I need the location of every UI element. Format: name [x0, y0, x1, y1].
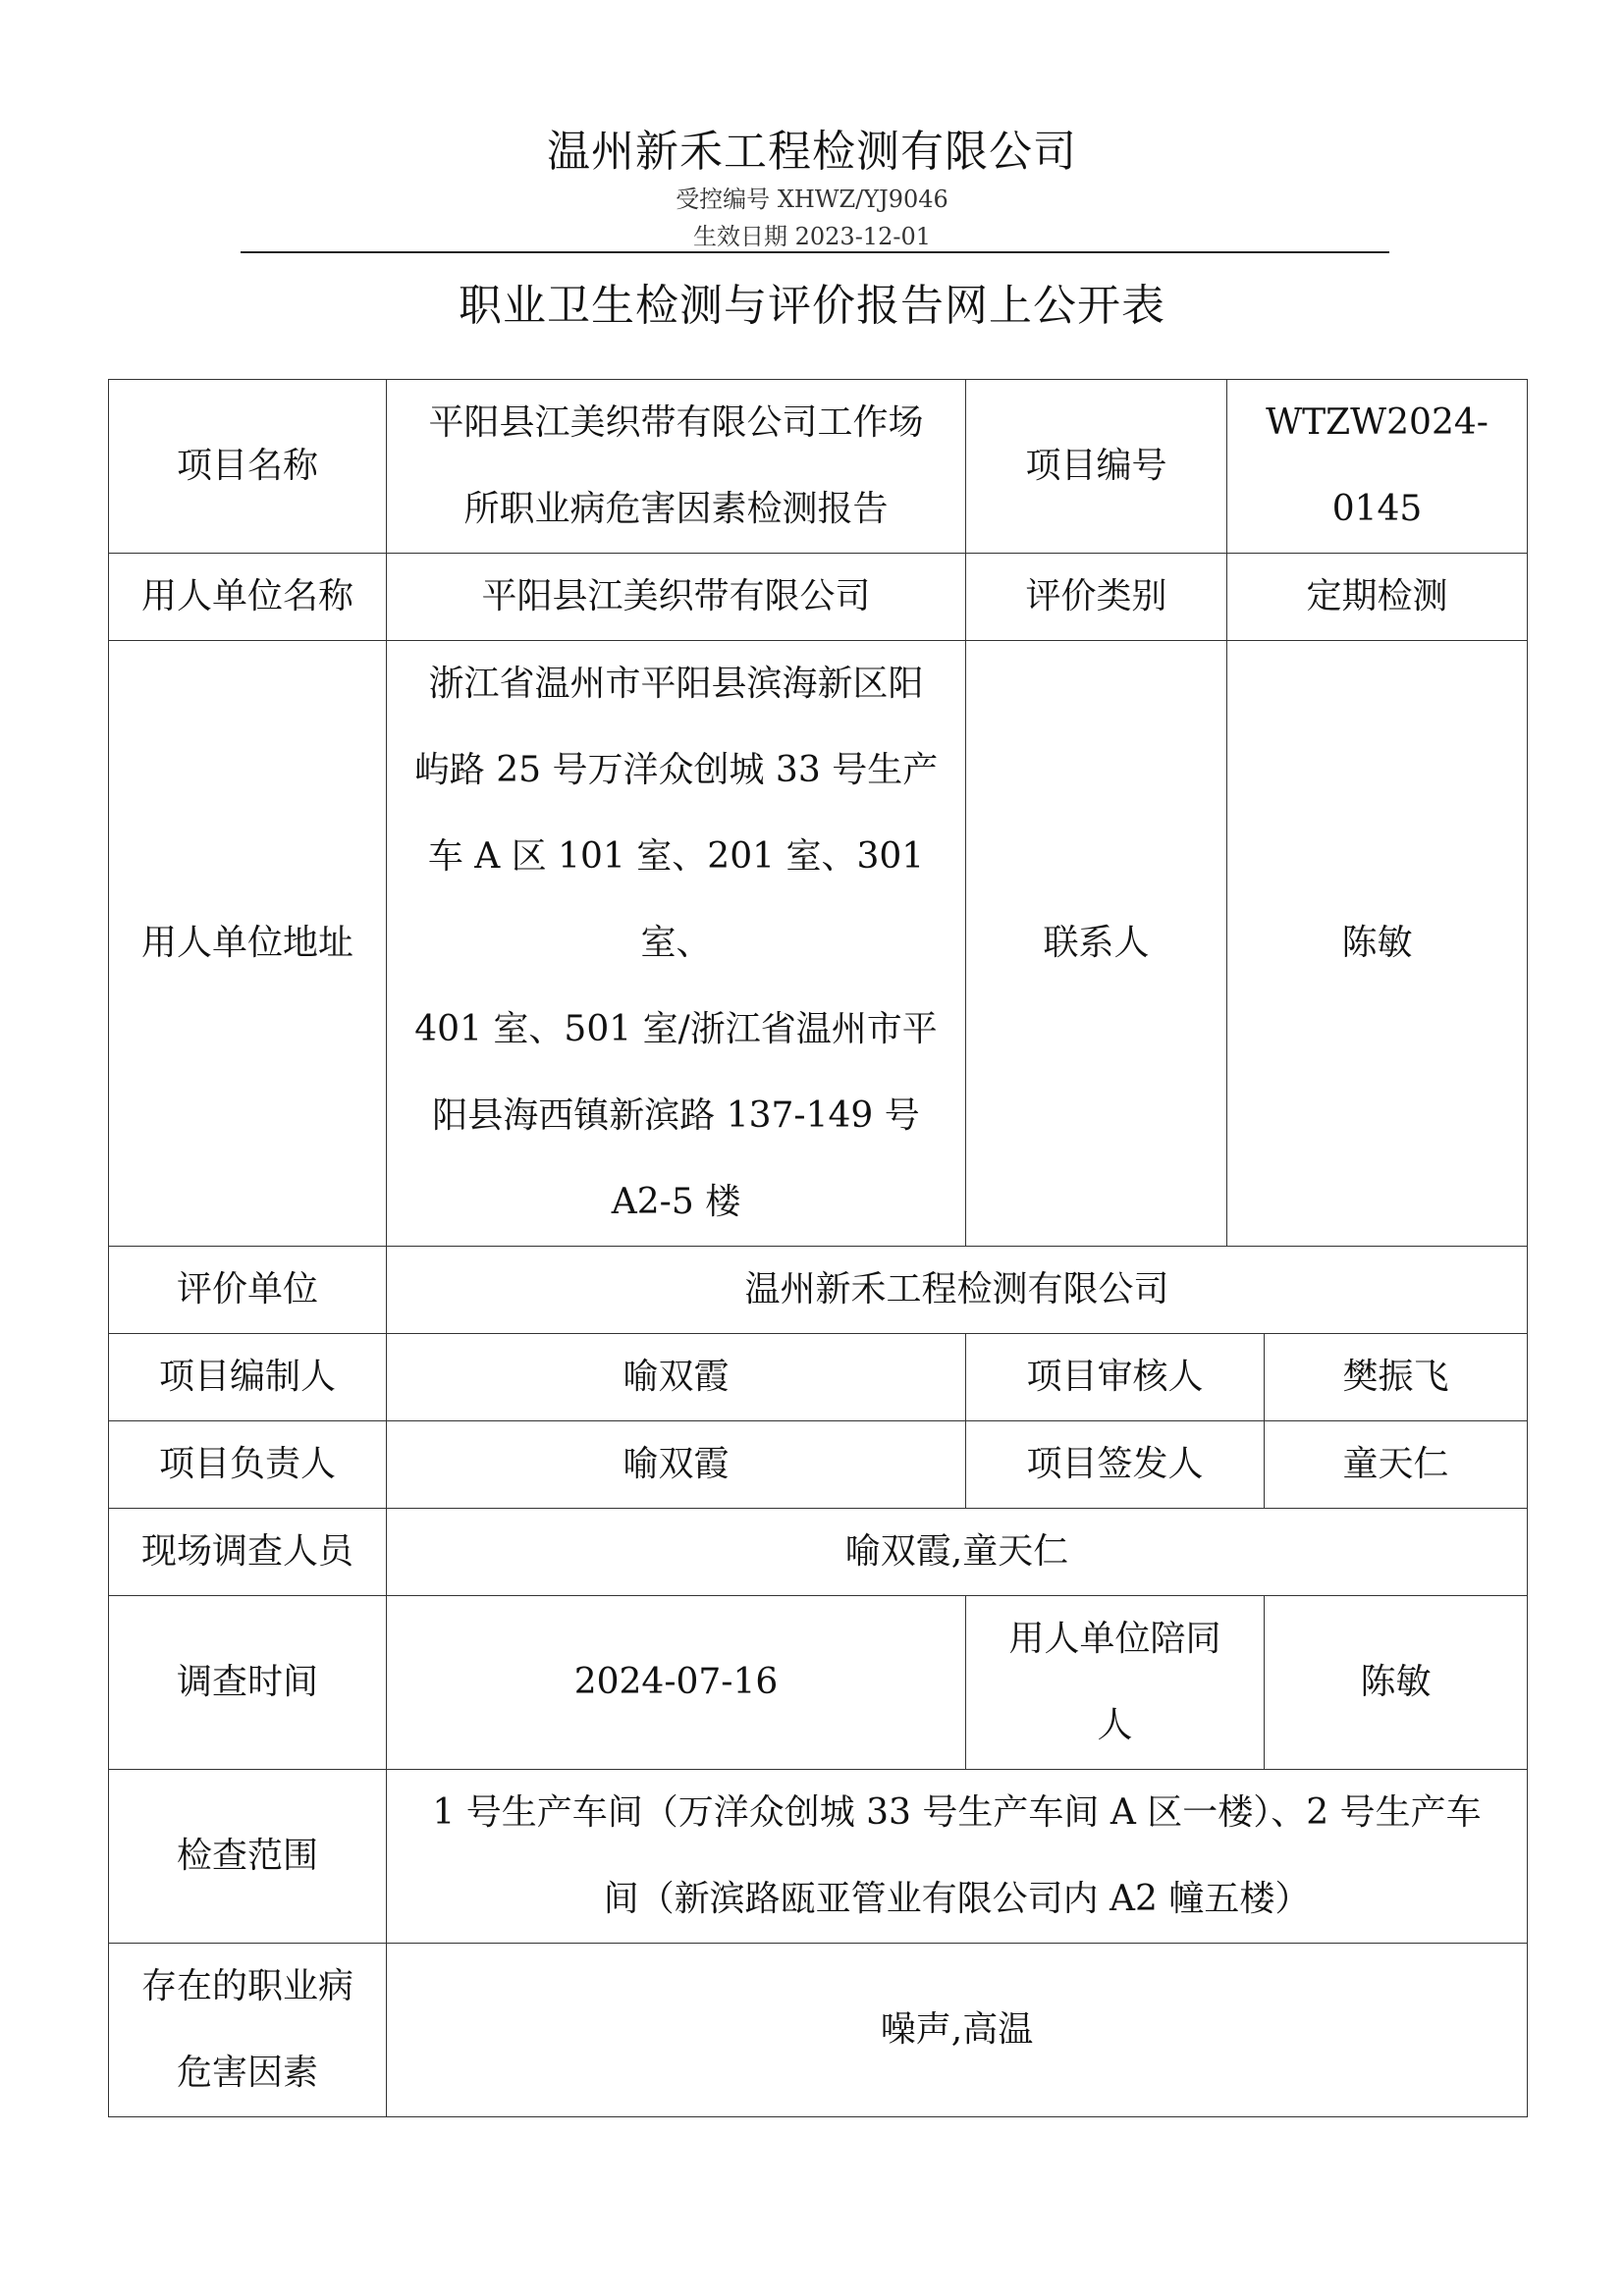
escort-value: 陈敏 — [1265, 1596, 1528, 1770]
compiler-value: 喻双霞 — [387, 1334, 966, 1421]
eval-type-label: 评价类别 — [966, 554, 1227, 641]
hazards-value: 噪声,高温 — [387, 1944, 1528, 2117]
contact-value: 陈敏 — [1227, 641, 1528, 1247]
project-name-line: 平阳县江美织带有限公司工作场 — [428, 402, 924, 443]
hazards-label-line: 危害因素 — [176, 2053, 318, 2093]
contact-label: 联系人 — [966, 641, 1227, 1247]
employer-name-label: 用人单位名称 — [109, 554, 387, 641]
surveyors-value: 喻双霞,童天仁 — [387, 1509, 1528, 1596]
header-divider — [241, 251, 1389, 253]
row-scope — [109, 1770, 1528, 1944]
eval-unit-label: 评价单位 — [109, 1247, 387, 1334]
row-leader — [109, 1421, 1528, 1509]
row-employer-name — [109, 554, 1528, 641]
disclosure-table — [108, 379, 1528, 2117]
row-employer-address — [109, 641, 1528, 1247]
leader-value: 喻双霞 — [387, 1421, 966, 1509]
escort-label — [966, 1596, 1265, 1770]
row-project-name — [109, 380, 1528, 554]
employer-address-label: 用人单位地址 — [109, 641, 387, 1247]
project-name-value — [387, 380, 966, 554]
scope-line: 间（新滨路瓯亚管业有限公司内 A2 幢五楼） — [603, 1879, 1311, 1919]
hazards-label — [109, 1944, 387, 2117]
reviewer-value: 樊振飞 — [1265, 1334, 1528, 1421]
address-line: 车 A 区 101 室、201 室、301 室、 — [427, 836, 925, 963]
scope-line: 1 号生产车间（万洋众创城 33 号生产车间 A 区一楼）、2 号生产车 — [432, 1792, 1482, 1833]
effective-date: 生效日期 2023-12-01 — [692, 223, 931, 250]
control-number: 受控编号 XHWZ/YJ9046 — [676, 186, 948, 213]
compiler-label: 项目编制人 — [109, 1334, 387, 1421]
company-name: 温州新禾工程检测有限公司 — [547, 127, 1077, 177]
project-no-label: 项目编号 — [966, 380, 1227, 554]
address-line: 401 室、501 室/浙江省温州市平 — [414, 1009, 938, 1049]
survey-time-label: 调查时间 — [109, 1596, 387, 1770]
project-name-label: 项目名称 — [109, 380, 387, 554]
reviewer-label: 项目审核人 — [966, 1334, 1265, 1421]
escort-label-line: 人 — [1097, 1705, 1133, 1745]
document-title: 职业卫生检测与评价报告网上公开表 — [459, 281, 1165, 331]
issuer-value: 童天仁 — [1265, 1421, 1528, 1509]
eval-unit-value: 温州新禾工程检测有限公司 — [387, 1247, 1528, 1334]
escort-label-line: 用人单位陪同 — [1008, 1619, 1221, 1659]
eval-type-value: 定期检测 — [1227, 554, 1528, 641]
employer-address-value — [387, 641, 966, 1247]
hazards-label-line: 存在的职业病 — [140, 1966, 353, 2006]
surveyors-label: 现场调查人员 — [109, 1509, 387, 1596]
row-compiler — [109, 1334, 1528, 1421]
scope-label: 检查范围 — [109, 1770, 387, 1944]
project-no-value: WTZW2024-0145 — [1227, 380, 1528, 554]
address-line: A2-5 楼 — [611, 1182, 741, 1222]
leader-label: 项目负责人 — [109, 1421, 387, 1509]
survey-time-value: 2024-07-16 — [387, 1596, 966, 1770]
scope-value — [387, 1770, 1528, 1944]
address-line: 屿路 25 号万洋众创城 33 号生产 — [413, 750, 939, 790]
project-name-line: 所职业病危害因素检测报告 — [463, 489, 889, 529]
address-line: 阳县海西镇新滨路 137-149 号 — [432, 1095, 920, 1136]
issuer-label: 项目签发人 — [966, 1421, 1265, 1509]
row-hazards — [109, 1944, 1528, 2117]
row-surveyors — [109, 1509, 1528, 1596]
row-survey-time — [109, 1596, 1528, 1770]
employer-name-value: 平阳县江美织带有限公司 — [387, 554, 966, 641]
row-eval-unit — [109, 1247, 1528, 1334]
address-line: 浙江省温州市平阳县滨海新区阳 — [428, 664, 924, 704]
